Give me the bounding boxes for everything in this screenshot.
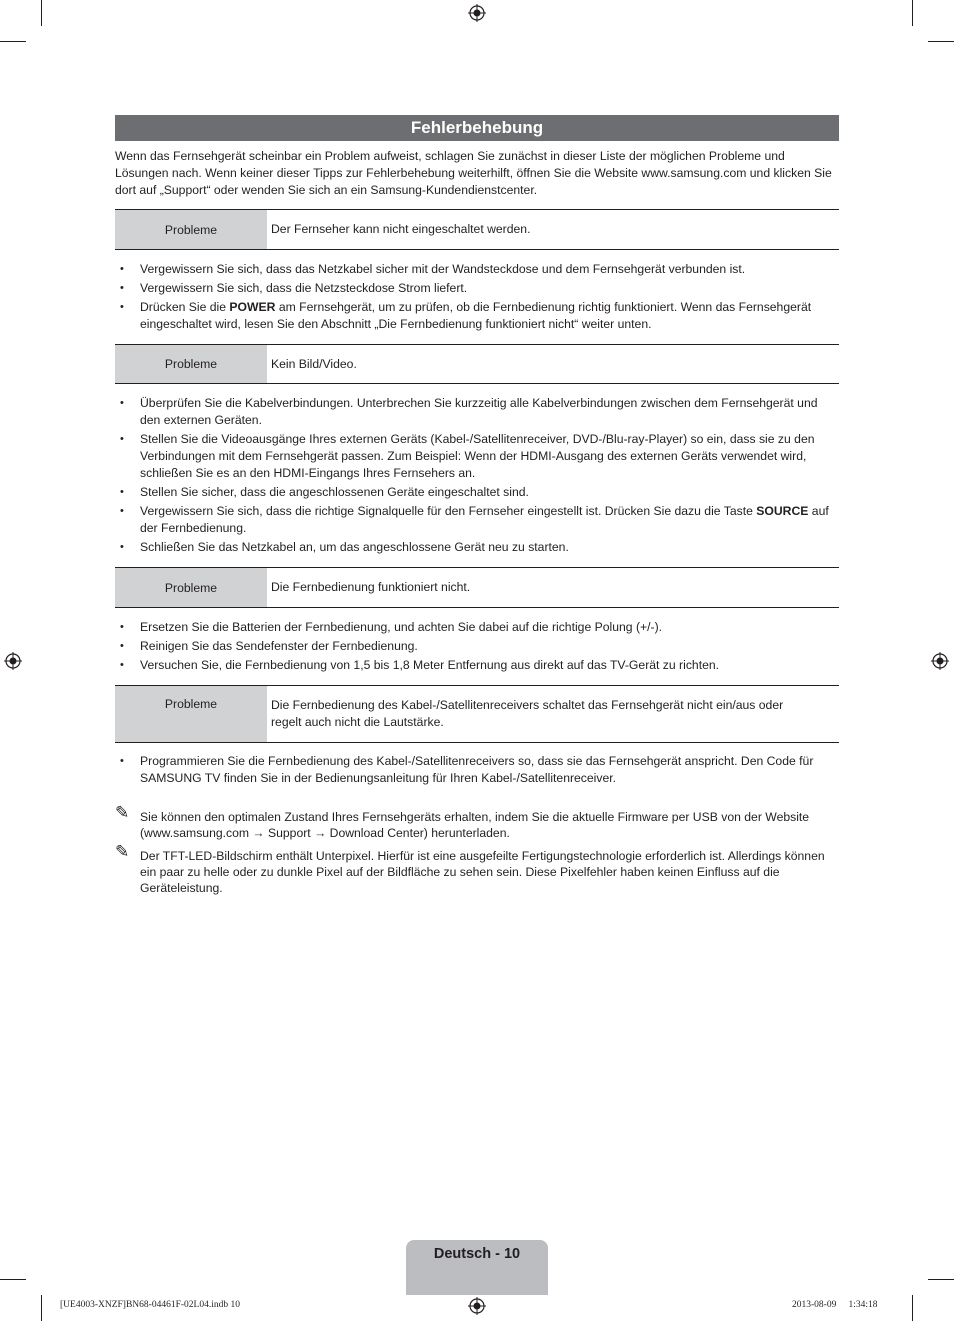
power-keyword: POWER bbox=[229, 300, 276, 314]
problem-box bbox=[115, 209, 839, 250]
crop-mark bbox=[912, 1295, 913, 1321]
intro-paragraph: Wenn das Fernsehgerät scheinbar ein Problem aufweist, schlagen Sie zunächst in dieser Liste der möglichen Probleme und Lösungen nach. Wenn keiner dieser Tipps zur Fehlerbehebung weiterhilft, öffnen Sie die Website www.samsung.com und klicken Sie dort auf „Support“ oder wenden Sie sich an ein Samsung-Kundendienstcenter. bbox=[115, 149, 832, 197]
crop-mark bbox=[928, 1279, 954, 1280]
list-item: • Schließen Sie das Netzkabel an, um das angeschlossene Gerät neu zu starten. bbox=[115, 539, 839, 556]
problem-box bbox=[115, 685, 839, 743]
crop-mark bbox=[0, 1279, 26, 1280]
list-item: • Überprüfen Sie die Kabelverbindungen. Unterbrechen Sie kurzzeitig alle Kabelverbindungen zwischen dem Fernsehgerät und den externen Geräten. bbox=[115, 395, 839, 429]
problem-description: Kein Bild/Video. bbox=[271, 356, 357, 371]
problem-label: Probleme bbox=[115, 210, 267, 249]
crop-mark bbox=[928, 41, 954, 42]
problem-label: Probleme bbox=[115, 568, 267, 607]
note-text: Sie können den optimalen Zustand Ihres Fernsehgeräts erhalten, indem Sie die aktuelle Firmware per USB von der Website (www.samsung.com → Support → Download Center) herunterladen. bbox=[140, 810, 810, 840]
note-text: Der TFT-LED-Bildschirm enthält Unterpixel. Hierfür ist eine ausgefeilte Fertigungstechnologie erforderlich ist. Allerdings können ein paar zu helle oder zu dunkle Pixel auf der Bildfläche zu sehen sein. Diese Pixelfehler haben keinen Einfluss auf die Geräteleistung. bbox=[140, 849, 825, 895]
page-title: Fehlerbehebung bbox=[115, 115, 839, 141]
list-item: • Vergewissern Sie sich, dass das Netzkabel sicher mit der Wandsteckdose und dem Fernsehgerät verbunden ist. bbox=[115, 261, 839, 278]
list-item: • Vergewissern Sie sich, dass die richtige Signalquelle für den Fernseher eingestellt ist. Drücken Sie dazu die Taste SOURCE auf der Fernbedienung. bbox=[115, 503, 839, 537]
note bbox=[115, 803, 839, 841]
registration-mark-icon bbox=[4, 652, 22, 670]
problem-box bbox=[115, 344, 839, 384]
solution-list bbox=[115, 619, 839, 676]
list-item: • Stellen Sie sicher, dass die angeschlossenen Geräte eingeschaltet sind. bbox=[115, 484, 839, 501]
problem-label: Probleme bbox=[115, 686, 267, 742]
crop-mark bbox=[41, 0, 42, 26]
solution-list bbox=[115, 261, 839, 335]
crop-mark bbox=[912, 0, 913, 26]
list-item: • Vergewissern Sie sich, dass die Netzsteckdose Strom liefert. bbox=[115, 280, 839, 297]
solution-list bbox=[115, 753, 839, 789]
list-item: • Ersetzen Sie die Batterien der Fernbedienung, und achten Sie dabei auf die richtige Polung (+/-). bbox=[115, 619, 839, 636]
solution-list bbox=[115, 395, 839, 558]
pencil-note-icon: ✎ bbox=[115, 803, 130, 822]
pencil-note-icon: ✎ bbox=[115, 842, 130, 861]
problem-description: Der Fernseher kann nicht eingeschaltet werden. bbox=[271, 222, 531, 236]
source-keyword: SOURCE bbox=[756, 504, 809, 518]
note bbox=[115, 842, 839, 896]
problem-description: Die Fernbedienung des Kabel-/Satellitenreceivers schaltet das Fernsehgerät nicht ein/aus oder regelt auch nicht die Lautstärke. bbox=[271, 698, 784, 729]
list-item: • Drücken Sie die POWER am Fernsehgerät, um zu prüfen, ob die Fernbedienung richtig funktioniert. Wenn das Fernsehgerät eingeschaltet wird, lesen Sie den Abschnitt „Die Fernbedienung funktioniert nicht“ weiter unten. bbox=[115, 299, 839, 333]
footer-date-info: 2013-08-09 ￿ 1:34:18 bbox=[792, 1300, 878, 1310]
problem-box bbox=[115, 567, 839, 608]
list-item: • Versuchen Sie, die Fernbedienung von 1,5 bis 1,8 Meter Entfernung aus direkt auf das TV-Gerät zu richten. bbox=[115, 657, 839, 674]
registration-mark-icon bbox=[468, 4, 486, 22]
footer-file-info: [UE4003-XNZF]BN68-04461F-02L04.indb 10 bbox=[60, 1300, 240, 1310]
list-item: • Reinigen Sie das Sendefenster der Fernbedienung. bbox=[115, 638, 839, 655]
registration-mark-icon bbox=[468, 1297, 486, 1315]
problem-description: Die Fernbedienung funktioniert nicht. bbox=[271, 580, 471, 594]
registration-mark-icon bbox=[931, 652, 949, 670]
list-item: • Stellen Sie die Videoausgänge Ihres externen Geräts (Kabel-/Satellitenreceiver, DVD-/Blu-ray-Player) so ein, dass sie zu den Verbindungen mit dem Fernsehgerät passen. Zum Beispiel: Wenn der HDMI-Ausgang des externen Geräts verwendet wird, schließen Sie es an den HDMI-Eingangs Ihres Fernsehers an. bbox=[115, 431, 839, 482]
list-item: • Programmieren Sie die Fernbedienung des Kabel-/Satellitenreceivers so, dass sie das Fernsehgerät anspricht. Den Code für SAMSUNG TV finden Sie in der Bedienungsanleitung für Ihren Kabel-/Satellitenreceiver. bbox=[115, 753, 839, 787]
page-number-tab: Deutsch - 10 bbox=[406, 1240, 548, 1295]
crop-mark bbox=[0, 41, 26, 42]
problem-label: Probleme bbox=[115, 345, 267, 383]
crop-mark bbox=[41, 1295, 42, 1321]
